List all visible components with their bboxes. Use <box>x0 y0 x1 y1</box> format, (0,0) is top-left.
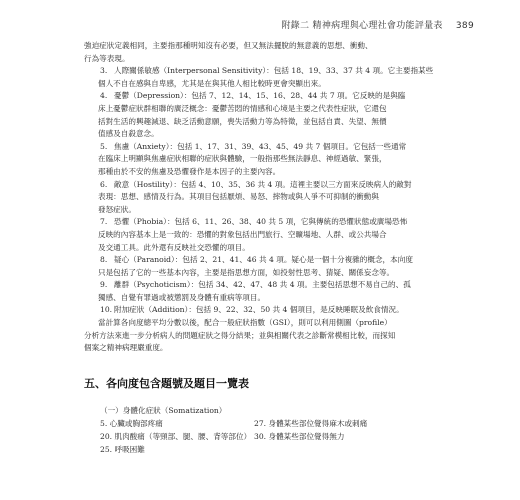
item-text: 焦慮（Anxiety）：包括 1、17、31、39、43、45、49 共 7 個項目。它包括一些通常 <box>114 141 407 151</box>
text-line <box>84 65 436 78</box>
list-item: 30. 身體某些部位覺得無力 <box>254 432 345 442</box>
item-text: 恐懼（Phobia）：包括 6、11、26、38、40 共 5 項，它與傳統的恐懼狀態或廣場恐怖 <box>114 217 408 227</box>
section-title: 五、各向度包含題號及題目一覽表 <box>84 376 249 390</box>
item-text: 疑心（Paranoid）：包括 2、21、41、46 共 4 項。疑心是一個十分複雜的概念，本向度 <box>114 255 413 265</box>
list-item: 27. 身體某些部位覺得麻木或刺痛 <box>254 419 368 429</box>
text-line <box>84 141 436 154</box>
item-text: 憂鬱（Depression）：包括 7、12、14、15、16、28、44 共 7 項。它反映的是與臨 <box>114 91 406 101</box>
text-line: 行為等表現。 <box>84 53 130 63</box>
subsection-title: （一）身體化症狀（Somatization） <box>100 405 227 415</box>
text-line: 個人不自在感與自卑感，尤其是在與其他人相比較時更會突顯出來。 <box>98 78 326 88</box>
text-line: 括對生活的興趣減退、缺乏活動意願，喪失活動力等為特徵，並包括自責、失望、無價 <box>98 116 387 126</box>
text-line: 及交通工具。此外還有反映社交恐懼的項目。 <box>98 242 250 252</box>
item-number: 6. <box>100 179 108 189</box>
item-number: 9. <box>100 280 108 290</box>
header-book-title: 精神病理與心理社會功能評量表 <box>312 21 443 31</box>
item-number: 7. <box>100 217 108 227</box>
header-appendix: 附錄二 <box>281 21 310 31</box>
item-number: 5. <box>100 141 108 151</box>
text-line <box>84 304 436 317</box>
text-line: 強迫症狀定義相同，主要指那種明知沒有必要，但又無法擺脫的無意義的思想、衝動、 <box>84 41 373 50</box>
text-line: 獨感、自覺有罪過或被懲罰及身體有重病等項目。 <box>98 292 266 302</box>
text-line <box>84 216 436 229</box>
text-line <box>84 90 436 103</box>
list-item: 20. 肌肉酸痛（等頸部、腿、腰、背等部位） <box>100 432 252 442</box>
item-number: 10. <box>100 305 113 315</box>
item-column-left <box>84 418 250 456</box>
list-item: 5. 心臟或胸部疼痛 <box>100 419 163 429</box>
text-line: 床上憂鬱症狀群相聯的廣泛概念：憂鬱苦悶的情感和心境是主要之代表性症狀，它還包 <box>98 103 387 113</box>
item-number: 3. <box>100 66 108 76</box>
page-body <box>84 40 436 456</box>
item-text: 附加症狀（Addition）：包括 9、22、32、50 共 4 個項目，是反映睡眠及飲食情況。 <box>114 305 404 315</box>
page-number: 389 <box>455 21 474 31</box>
text-line <box>84 179 436 192</box>
text-line: 那種由於不安的焦慮及恐懼發作是本因子的主要內容。 <box>98 166 281 176</box>
text-line: 值感及自殺意念。 <box>98 129 159 139</box>
running-header <box>281 18 474 31</box>
item-text: 敵意（Hostility）：包括 4、10、35、36 共 4 項。這裡主要以三方面來反映病人的敵對 <box>114 179 412 189</box>
item-column-right <box>250 418 434 456</box>
text-line: 只是包括了它的一些基本內容，主要是指思想方面，如投射性思考、猜疑、關係妄念等。 <box>98 267 395 277</box>
list-item: 25. 呼吸困難 <box>100 444 145 454</box>
text-line <box>84 279 436 292</box>
text-line: 當計算各向度總平均分數以後，配合一般症狀指數（GSI），則可以利用側圖（profile） <box>98 318 392 328</box>
text-line: 發怒症狀。 <box>98 204 136 214</box>
text-line: 反映的內容基本上是一致的：恐懼的對象包括出門旅行、空曠場地、人群、或公共場合 <box>98 229 387 239</box>
text-line <box>84 254 436 267</box>
text-line: 在臨床上明顯與焦慮症狀相聯的症狀與體驗，一般指那些無法靜息、神經過敏、緊張， <box>98 154 387 164</box>
item-text: 離群（Psychoticism）：包括 34、42、47、48 共 4 項。主要包括思想不易自己的、孤 <box>114 280 411 290</box>
text-line: 表現：思想、感情及行為。其項目包括厭煩、易怒、摔物或與人爭不可抑制的衝動與 <box>98 192 379 202</box>
text-line: 個案之精神病理嚴重度。 <box>84 343 168 353</box>
item-number: 8. <box>100 255 108 265</box>
body-text <box>84 40 436 355</box>
text-line: 分析方法來進一步分析病人的問題症狀之得分結果；並與相關代表之診斷常模相比較，而探知 <box>84 330 396 340</box>
item-text: 人際關係敏感（Interpersonal Sensitivity）：包括 18、19、33、37 共 4 項。它主要指某些 <box>114 66 434 76</box>
item-number: 4. <box>100 91 108 101</box>
item-list <box>84 418 436 456</box>
